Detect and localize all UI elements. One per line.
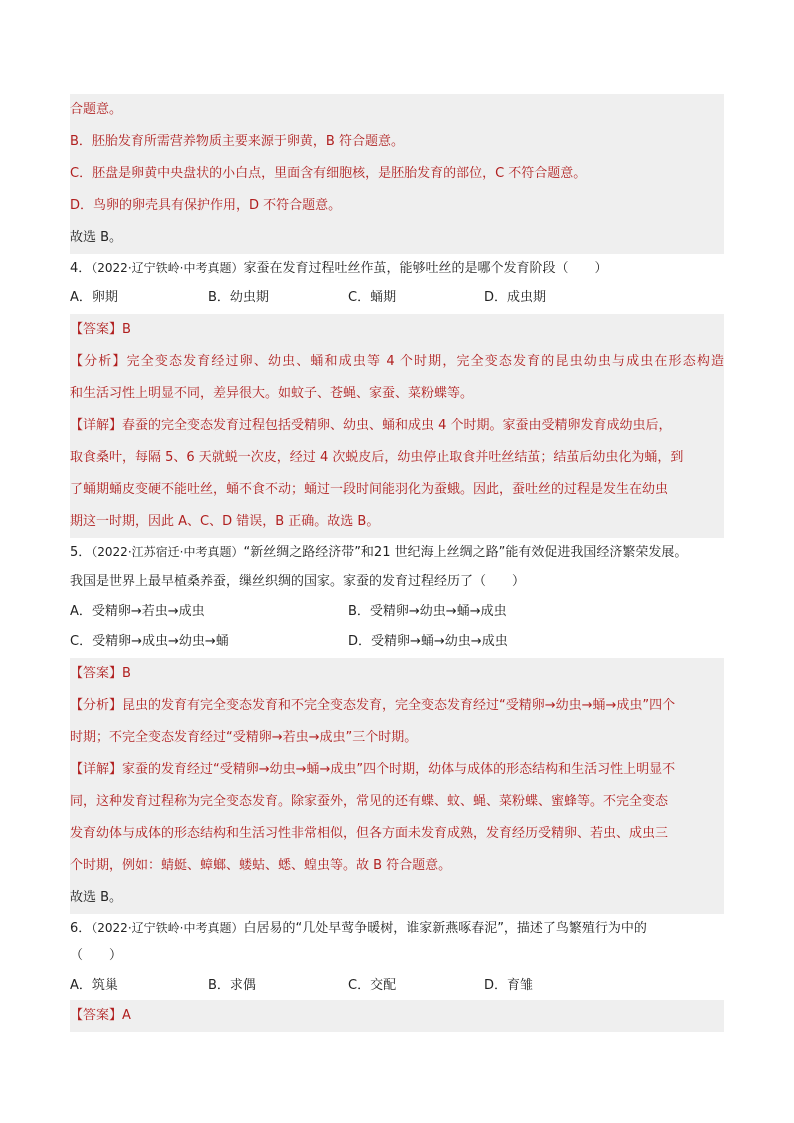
answer-line bbox=[70, 658, 724, 690]
question-source: （2022·江苏宿迁·中考真题） bbox=[91, 545, 244, 559]
explanation-line: D．鸟卵的卵壳具有保护作用，D 不符合题意。 bbox=[70, 190, 724, 222]
conclusion-line: 故选 B。 bbox=[70, 882, 724, 914]
answer-tag: 【答案】 bbox=[70, 322, 123, 337]
answer-value: A bbox=[122, 1008, 131, 1023]
detail-line: 同，这种发育过程称为完全变态发育。除家蚕外，常见的还有蝶、蚊、蝇、菜粉蝶、蜜蜂等。不完全变态 bbox=[70, 786, 724, 818]
option-a: A．卵期 bbox=[70, 290, 118, 305]
question-number: 6． bbox=[70, 921, 92, 936]
question-number: 5． bbox=[70, 545, 92, 560]
analysis-text: 昆虫的发育有完全变态发育和不完全变态发育，完全变态发育经过“受精卵→幼虫→蛹→成虫”四个 bbox=[122, 698, 676, 713]
question-5-options-row2 bbox=[70, 626, 724, 658]
option-c: C．交配 bbox=[348, 978, 397, 993]
conclusion-line: 故选 B。 bbox=[70, 222, 724, 254]
answer-tag: 【答案】 bbox=[70, 1008, 123, 1023]
detail-line: 发育幼体与成体的形态结构和生活习性非常相似，但各方面未发育成熟，发育经历受精卵、若虫、成虫三 bbox=[70, 818, 724, 850]
question-6-options bbox=[70, 970, 724, 1002]
analysis-text: 完全变态发育经过卵、幼虫、蛹和成虫等 4 个时期，完全变态发育的昆虫幼虫与成虫在形态构造 bbox=[126, 354, 724, 369]
detail-line: 取食桑叶，每隔 5、6 天就蜕一次皮，经过 4 次蜕皮后，幼虫停止取食并吐丝结茧；结茧后幼虫化为蛹，到 bbox=[70, 442, 724, 474]
question-6-stem-line2: （ ） bbox=[70, 948, 123, 963]
detail-line bbox=[70, 410, 724, 442]
detail-line bbox=[70, 754, 724, 786]
explanation-line: 合题意。 bbox=[70, 94, 724, 126]
option-c: C．蛹期 bbox=[348, 290, 397, 305]
analysis-line: 和生活习性上明显不同，差异很大。如蚊子、苍蝇、家蚕、菜粉蝶等。 bbox=[70, 378, 724, 410]
answer-value: B bbox=[122, 666, 131, 681]
detail-tag: 【详解】 bbox=[70, 418, 123, 433]
question-4-options bbox=[70, 282, 724, 314]
analysis-tag: 【分析】 bbox=[70, 354, 127, 369]
analysis-line bbox=[70, 690, 724, 722]
answer-line bbox=[70, 1000, 724, 1032]
option-d: D．受精卵→蛹→幼虫→成虫 bbox=[348, 634, 508, 649]
option-d: D．育雏 bbox=[484, 978, 534, 993]
analysis-line bbox=[70, 346, 724, 378]
detail-tag: 【详解】 bbox=[70, 762, 123, 777]
detail-line: 个时期，例如：蜻蜓、蟑螂、蝼蛄、蟋、蝗虫等。故 B 符合题意。 bbox=[70, 850, 724, 882]
explanation-line: C．胚盘是卵黄中央盘状的小白点，里面含有细胞核，是胚胎发育的部位，C 不符合题意。 bbox=[70, 158, 724, 190]
question-5-stem bbox=[70, 536, 724, 568]
question-5-options-row1 bbox=[70, 596, 724, 628]
question-4-stem bbox=[70, 252, 724, 284]
option-a: A．受精卵→若虫→成虫 bbox=[70, 604, 205, 619]
detail-text: 春蚕的完全变态发育过程包括受精卵、幼虫、蛹和成虫 4 个时期。家蚕由受精卵发育成幼虫后， bbox=[122, 418, 672, 433]
explanation-line: B．胚胎发育所需营养物质主要来源于卵黄，B 符合题意。 bbox=[70, 126, 724, 158]
question-text: “新丝绸之路经济带”和21 世纪海上丝绸之路”能有效促进我国经济繁荣发展。 bbox=[243, 545, 688, 560]
question-text: 白居易的“几处早莺争暖树，谁家新燕啄春泥”，描述了鸟繁殖行为中的 bbox=[243, 921, 647, 936]
option-c: C．受精卵→成虫→幼虫→蛹 bbox=[70, 634, 229, 649]
question-source: （2022·辽宁铁岭·中考真题） bbox=[91, 921, 244, 935]
question-5-stem-line2: 我国是世界上最早植桑养蚕，缫丝织绸的国家。家蚕的发育过程经历了（ ） bbox=[70, 574, 526, 589]
option-b: B．受精卵→幼虫→蛹→成虫 bbox=[348, 604, 507, 619]
option-a: A．筑巢 bbox=[70, 978, 118, 993]
option-b: B．求偶 bbox=[208, 978, 256, 993]
detail-text: 家蚕的发育经过“受精卵→幼虫→蛹→成虫”四个时期，幼体与成体的形态结构和生活习性上明显不 bbox=[122, 762, 676, 777]
option-d: D．成虫期 bbox=[484, 290, 547, 305]
detail-line: 期这一时期，因此 A、C、D 错误，B 正确。故选 B。 bbox=[70, 506, 724, 538]
analysis-line: 时期；不完全变态发育经过“受精卵→若虫→成虫”三个时期。 bbox=[70, 722, 724, 754]
analysis-tag: 【分析】 bbox=[70, 698, 123, 713]
question-source: （2022·辽宁铁岭·中考真题） bbox=[91, 261, 244, 275]
answer-tag: 【答案】 bbox=[70, 666, 123, 681]
question-text: 家蚕在发育过程吐丝作茧，能够吐丝的是哪个发育阶段（ ） bbox=[243, 261, 608, 276]
answer-value: B bbox=[122, 322, 131, 337]
question-number: 4． bbox=[70, 261, 92, 276]
detail-line: 了蛹期蛹皮变硬不能吐丝，蛹不食不动；蛹过一段时间能羽化为蚕蛾。因此，蚕吐丝的过程是发生在幼虫 bbox=[70, 474, 724, 506]
option-b: B．幼虫期 bbox=[208, 290, 269, 305]
answer-line bbox=[70, 314, 724, 346]
